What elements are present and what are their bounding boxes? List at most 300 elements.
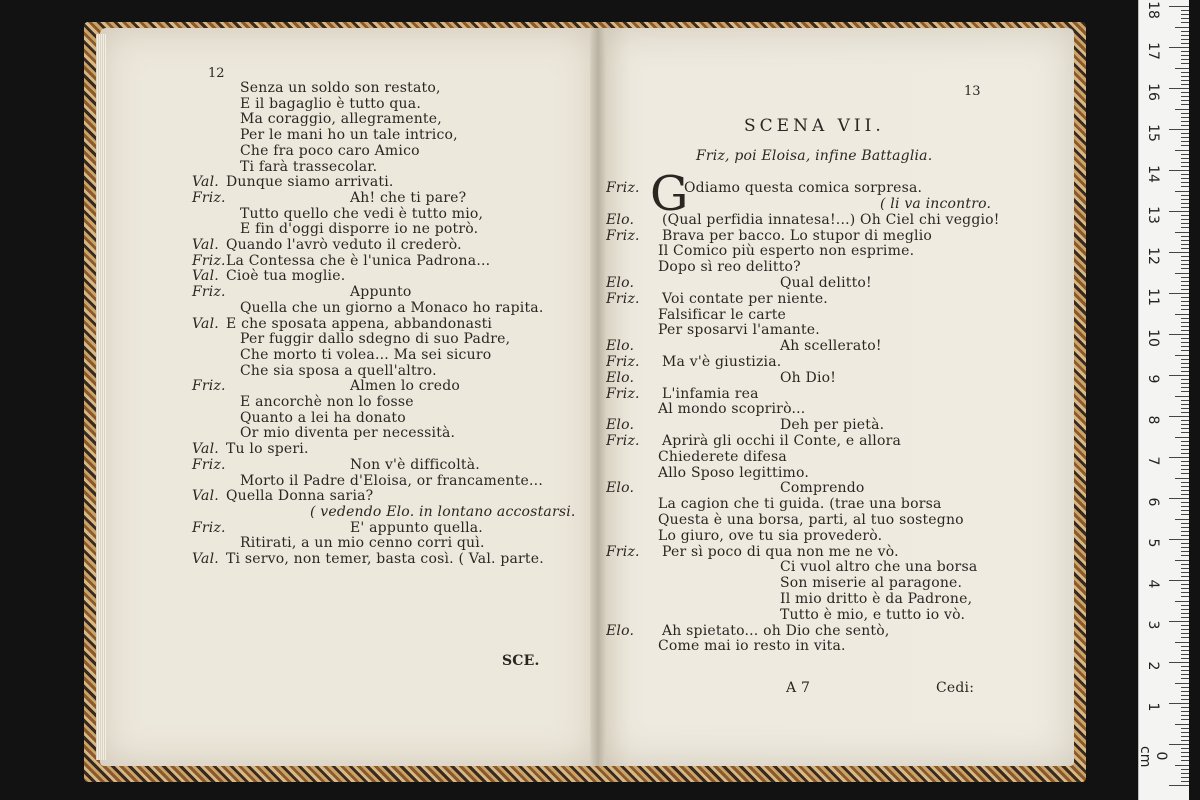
ruler-tick	[1169, 416, 1189, 417]
ruler-label: 15	[1145, 124, 1161, 142]
ruler-tick	[1181, 432, 1189, 433]
ruler-tick	[1181, 346, 1189, 347]
verse-line: Tutto quello che vedi è tutto mio,	[240, 205, 484, 222]
ruler-tick	[1169, 334, 1189, 335]
ruler-label: 7	[1145, 456, 1161, 466]
ruler-tick	[1169, 88, 1189, 89]
speaker-label: Val.	[192, 315, 219, 332]
ruler-label: 0 cm	[1137, 746, 1169, 768]
ruler-tick	[1181, 400, 1189, 401]
ruler-tick	[1181, 55, 1189, 56]
ruler-tick	[1181, 84, 1189, 85]
ruler-tick	[1181, 527, 1189, 528]
ruler-tick	[1181, 732, 1189, 733]
verse-line: Or mio diventa per necessità.	[240, 425, 456, 442]
verse-line: Che fra poco caro Amico	[240, 142, 420, 159]
ruler-label: 3	[1145, 620, 1161, 630]
ruler-tick	[1181, 72, 1189, 73]
ruler-tick	[1181, 715, 1189, 716]
ruler-tick	[1181, 658, 1189, 659]
verse-line: Brava per bacco. Lo stupor di meglio	[662, 227, 933, 244]
ruler-tick	[1181, 773, 1189, 774]
ruler-tick	[1175, 109, 1189, 110]
ruler-tick	[1181, 195, 1189, 196]
ruler-tick	[1181, 592, 1189, 593]
verse-line: Questa è una borsa, parti, al tuo sostegno	[658, 512, 964, 528]
verse-line: Per le mani ho un tale intrico,	[240, 127, 458, 144]
speaker-label: Friz.	[606, 433, 640, 449]
ruler-tick	[1175, 273, 1189, 274]
verse-line: Tutto è mio, e tutto io vò.	[780, 606, 966, 623]
speaker-label: Friz.	[192, 252, 226, 269]
page-edges	[96, 34, 106, 760]
verse-line: Al mondo scoprirò...	[658, 401, 806, 418]
ruler-tick	[1181, 752, 1189, 753]
ruler-tick	[1181, 104, 1189, 105]
ruler-tick	[1181, 547, 1189, 548]
ruler-tick	[1169, 744, 1189, 745]
ruler-tick	[1181, 367, 1189, 368]
verse-line: Quanto a lei ha donato	[240, 409, 406, 426]
verse-line: Quando l'avrò veduto il crederò.	[226, 237, 462, 253]
ruler-tick	[1181, 359, 1189, 360]
verse-line: Quella che un giorno a Monaco ho rapita.	[240, 299, 544, 316]
ruler-tick	[1175, 314, 1189, 315]
left-page-number: 12	[208, 66, 225, 81]
ruler-tick	[1181, 695, 1189, 696]
verse-line: Ah! che ti pare?	[350, 189, 467, 206]
ruler-tick	[1181, 92, 1189, 93]
ruler-tick	[1181, 453, 1189, 454]
ruler-tick	[1181, 613, 1189, 614]
verse-line: Qual delitto!	[780, 275, 872, 291]
ruler-tick	[1181, 404, 1189, 405]
speaker-label: Friz.	[192, 456, 226, 473]
ruler-tick	[1181, 654, 1189, 655]
ruler-tick	[1169, 539, 1189, 540]
ruler-tick	[1181, 318, 1189, 319]
verse-line: Lo giuro, ove tu sia provederò.	[658, 527, 883, 544]
first-line-speaker: Friz.	[606, 180, 640, 196]
ruler-tick	[1175, 191, 1189, 192]
ruler-tick	[1181, 207, 1189, 208]
speaker-label: Friz.	[606, 385, 640, 402]
ruler-tick	[1181, 535, 1189, 536]
verse-line: Che morto ti volea... Ma sei sicuro	[240, 346, 492, 363]
speaker-label: Elo.	[606, 622, 635, 639]
ruler-tick	[1181, 506, 1189, 507]
verse-line: E il bagaglio è tutto qua.	[240, 95, 421, 112]
ruler-tick	[1181, 244, 1189, 245]
ruler-tick	[1169, 498, 1189, 499]
speaker-label: Friz.	[606, 354, 640, 370]
ruler-tick	[1169, 170, 1189, 171]
ruler-tick	[1169, 457, 1189, 458]
ruler-tick	[1181, 502, 1189, 503]
ruler-tick	[1181, 141, 1189, 142]
ruler-tick	[1181, 740, 1189, 741]
ruler-tick	[1181, 691, 1189, 692]
ruler-tick	[1181, 756, 1189, 757]
scene-title: SCENA VII.	[744, 116, 885, 136]
ruler-tick	[1181, 551, 1189, 552]
ruler-tick	[1181, 637, 1189, 638]
ruler-label: 4	[1145, 579, 1161, 589]
ruler-tick	[1181, 650, 1189, 651]
ruler-tick	[1181, 182, 1189, 183]
verse-line: (Qual perfidia innatesa!...) Oh Ciel chi veggio!	[662, 211, 1000, 228]
ruler-label: 16	[1145, 83, 1161, 101]
ruler-tick	[1181, 568, 1189, 569]
ruler-tick	[1181, 363, 1189, 364]
left-catchword: SCE.	[502, 653, 540, 669]
ruler-tick	[1181, 424, 1189, 425]
verse-line: Morto il Padre d'Eloisa, or francamente...	[240, 472, 543, 489]
ruler-tick	[1169, 580, 1189, 581]
verse-line: Per fuggir dallo sdegno di suo Padre,	[240, 331, 511, 348]
verse-line: ( vedendo Elo. in lontano accostarsi.	[310, 503, 576, 520]
verse-line: Quella Donna saria?	[226, 488, 374, 505]
ruler-tick	[1181, 289, 1189, 290]
verse-line: Come mai io resto in vita.	[658, 638, 846, 655]
ruler-tick	[1181, 646, 1189, 647]
ruler-tick	[1181, 309, 1189, 310]
ruler-label: 2	[1145, 661, 1161, 671]
ruler-tick	[1181, 158, 1189, 159]
verse-line: Il Comico più esperto non esprime.	[658, 243, 915, 260]
ruler-tick	[1169, 6, 1189, 7]
ruler-tick	[1181, 625, 1189, 626]
ruler-tick	[1181, 584, 1189, 585]
verse-line: E ancorchè non lo fosse	[240, 394, 414, 410]
ruler-tick	[1181, 482, 1189, 483]
ruler-tick	[1175, 724, 1189, 725]
ruler-tick	[1181, 445, 1189, 446]
ruler-tick	[1181, 240, 1189, 241]
ruler-label: 8	[1145, 415, 1161, 425]
ruler-tick	[1181, 473, 1189, 474]
verse-line: Oh Dio!	[780, 369, 837, 386]
ruler-tick	[1181, 674, 1189, 675]
ruler-tick	[1181, 31, 1189, 32]
verse-line: La Contessa che è l'unica Padrona...	[226, 252, 491, 269]
ruler-tick	[1181, 781, 1189, 782]
ruler-tick	[1181, 215, 1189, 216]
ruler-tick	[1181, 80, 1189, 81]
ruler-tick	[1181, 748, 1189, 749]
ruler-tick	[1181, 564, 1189, 565]
left-page	[100, 28, 596, 766]
speaker-label: Elo.	[606, 369, 635, 386]
ruler-tick	[1181, 277, 1189, 278]
scene-characters: Friz, poi Eloisa, infine Battaglia.	[696, 148, 933, 164]
verse-line: Voi contate per niente.	[662, 290, 828, 307]
speaker-label: Friz.	[606, 290, 640, 307]
ruler-tick	[1181, 412, 1189, 413]
ruler-tick	[1181, 596, 1189, 597]
ruler-tick	[1181, 420, 1189, 421]
speaker-label: Elo.	[606, 480, 635, 497]
ruler-tick	[1181, 461, 1189, 462]
ruler-tick	[1181, 162, 1189, 163]
verse-line: Senza un soldo son restato,	[240, 80, 441, 96]
ruler-tick	[1175, 355, 1189, 356]
ruler-tick	[1181, 605, 1189, 606]
verse-line: Cioè tua moglie.	[226, 268, 346, 285]
ruler-tick	[1175, 560, 1189, 561]
ruler-tick	[1181, 338, 1189, 339]
ruler-tick	[1181, 760, 1189, 761]
speaker-label: Val.	[192, 441, 219, 458]
ruler-tick	[1169, 252, 1189, 253]
ruler-tick	[1169, 375, 1189, 376]
ruler-tick	[1181, 223, 1189, 224]
ruler-tick	[1181, 441, 1189, 442]
ruler-tick	[1181, 268, 1189, 269]
ruler-label: 13	[1145, 206, 1161, 224]
verse-line: Non v'è difficoltà.	[350, 456, 480, 473]
ruler-tick	[1181, 469, 1189, 470]
ruler-tick	[1181, 322, 1189, 323]
ruler-tick	[1181, 18, 1189, 19]
ruler-tick	[1181, 449, 1189, 450]
verse-line: Che sia sposa a quell'altro.	[240, 362, 437, 379]
ruler-tick	[1175, 519, 1189, 520]
ruler-tick	[1181, 510, 1189, 511]
speaker-label: Friz.	[192, 189, 226, 206]
ruler-tick	[1181, 174, 1189, 175]
ruler-tick	[1169, 211, 1189, 212]
ruler-tick	[1181, 297, 1189, 298]
ruler-tick	[1181, 285, 1189, 286]
ruler-tick	[1175, 683, 1189, 684]
ruler-tick	[1175, 478, 1189, 479]
ruler-tick	[1181, 301, 1189, 302]
ruler-tick	[1181, 408, 1189, 409]
ruler-tick	[1181, 125, 1189, 126]
ruler-tick	[1181, 100, 1189, 101]
ruler-tick	[1181, 178, 1189, 179]
ruler-tick	[1181, 666, 1189, 667]
ruler-tick	[1181, 264, 1189, 265]
ruler-tick	[1169, 785, 1189, 786]
ruler-tick	[1175, 765, 1189, 766]
verse-line: Ti servo, non temer, basta così. ( Val. parte.	[226, 551, 544, 567]
ruler-tick	[1181, 678, 1189, 679]
verse-line: Tu lo speri.	[226, 441, 309, 458]
ruler-tick	[1175, 437, 1189, 438]
ruler-tick	[1169, 47, 1189, 48]
verse-line: Aprirà gli occhi il Conte, e allora	[662, 433, 902, 449]
verse-line: Ah scellerato!	[780, 338, 882, 355]
ruler-tick	[1181, 219, 1189, 220]
ruler-tick	[1181, 699, 1189, 700]
ruler-tick	[1175, 68, 1189, 69]
verse-line: Ti farà trassecolar.	[240, 158, 378, 175]
speaker-label: Val.	[192, 237, 219, 253]
ruler-tick	[1181, 59, 1189, 60]
verse-line: Dopo sì reo delitto?	[658, 259, 801, 276]
verse-line: ( li va incontro.	[880, 196, 992, 212]
ruler-tick	[1181, 96, 1189, 97]
ruler-tick	[1181, 633, 1189, 634]
ruler-tick	[1181, 490, 1189, 491]
ruler-tick	[1175, 150, 1189, 151]
ruler-tick	[1181, 39, 1189, 40]
ruler-tick	[1181, 769, 1189, 770]
right-page-number: 13	[964, 84, 981, 99]
ruler-tick	[1181, 383, 1189, 384]
ruler-label: 5	[1145, 538, 1161, 548]
ruler-tick	[1181, 486, 1189, 487]
ruler-tick	[1175, 27, 1189, 28]
ruler-tick	[1181, 371, 1189, 372]
ruler-label: 12	[1145, 247, 1161, 265]
ruler-tick	[1181, 51, 1189, 52]
ruler-tick	[1181, 326, 1189, 327]
ruler-tick	[1181, 281, 1189, 282]
ruler-tick	[1181, 711, 1189, 712]
ruler-tick	[1181, 777, 1189, 778]
ruler-tick	[1181, 629, 1189, 630]
verse-line: Appunto	[350, 284, 412, 301]
verse-line: La cagion che ti guida. (trae una borsa	[658, 496, 942, 513]
ruler-tick	[1169, 662, 1189, 663]
ruler-tick	[1181, 670, 1189, 671]
verse-line: Falsificar le carte	[658, 306, 787, 323]
ruler-tick	[1181, 227, 1189, 228]
ruler-tick	[1181, 35, 1189, 36]
ruler-tick	[1181, 609, 1189, 610]
ruler-label: 11	[1145, 288, 1161, 306]
ruler-tick	[1181, 494, 1189, 495]
ruler-tick	[1181, 523, 1189, 524]
ruler-tick	[1181, 379, 1189, 380]
ruler-tick	[1169, 703, 1189, 704]
ruler-tick	[1181, 203, 1189, 204]
verse-line: E fin d'oggi disporre io ne potrò.	[240, 221, 479, 238]
ruler-label: 6	[1145, 497, 1161, 507]
speaker-label: Friz.	[192, 519, 226, 536]
ruler-tick	[1181, 687, 1189, 688]
speaker-label: Friz.	[606, 227, 640, 244]
book-gutter	[590, 28, 606, 766]
signature-mark: A 7	[786, 680, 811, 696]
ruler-tick	[1181, 736, 1189, 737]
ruler-tick	[1181, 113, 1189, 114]
verse-line: Almen lo credo	[350, 378, 460, 395]
verse-line: Per sì poco di qua non me ne vò.	[662, 543, 899, 560]
verse-line: Chiederete difesa	[658, 448, 787, 465]
ruler-tick	[1181, 63, 1189, 64]
ruler-tick	[1181, 572, 1189, 573]
drop-cap: G	[650, 166, 689, 222]
ruler-tick	[1181, 154, 1189, 155]
ruler-tick	[1181, 186, 1189, 187]
measuring-ruler	[1138, 0, 1189, 800]
ruler-label: 10	[1145, 329, 1161, 347]
ruler-tick	[1181, 22, 1189, 23]
verse-line: Allo Sposo legittimo.	[658, 464, 810, 481]
ruler-tick	[1181, 350, 1189, 351]
ruler-tick	[1181, 387, 1189, 388]
verse-line: L'infamia rea	[662, 385, 759, 402]
speaker-label: Elo.	[606, 211, 635, 228]
ruler-tick	[1181, 256, 1189, 257]
verse-line: Comprendo	[780, 480, 865, 497]
ruler-tick	[1175, 642, 1189, 643]
ruler-tick	[1181, 391, 1189, 392]
ruler-tick	[1181, 330, 1189, 331]
ruler-tick	[1181, 555, 1189, 556]
ruler-label: 18	[1145, 1, 1161, 19]
ruler-tick	[1181, 543, 1189, 544]
ruler-tick	[1175, 601, 1189, 602]
verse-line: Dunque siamo arrivati.	[226, 174, 394, 191]
verse-line: Per sposarvi l'amante.	[658, 322, 820, 339]
ruler-tick	[1169, 129, 1189, 130]
ruler-tick	[1181, 428, 1189, 429]
verse-line: E che sposata appena, abbandonasti	[226, 315, 493, 332]
ruler-tick	[1181, 514, 1189, 515]
speaker-label: Elo.	[606, 417, 635, 434]
ruler-tick	[1181, 342, 1189, 343]
ruler-tick	[1181, 248, 1189, 249]
speaker-label: Val.	[192, 551, 219, 567]
right-catchword: Cedi:	[936, 680, 975, 696]
verse-line: Il mio dritto è da Padrone,	[780, 591, 973, 607]
speaker-label: Val.	[192, 488, 219, 505]
speaker-label: Val.	[192, 174, 219, 191]
ruler-label: 17	[1145, 42, 1161, 60]
ruler-tick	[1181, 305, 1189, 306]
speaker-label: Elo.	[606, 338, 635, 355]
ruler-tick	[1175, 232, 1189, 233]
ruler-tick	[1181, 117, 1189, 118]
ruler-label: 1	[1145, 702, 1161, 712]
ruler-tick	[1181, 260, 1189, 261]
ruler-tick	[1175, 396, 1189, 397]
ruler-tick	[1181, 465, 1189, 466]
ruler-tick	[1181, 145, 1189, 146]
first-line-text: Odiamo questa comica sorpresa.	[684, 180, 923, 196]
verse-line: Son miserie al paragone.	[780, 575, 963, 592]
speaker-label: Friz.	[192, 378, 226, 395]
verse-line: Ma coraggio, allegramente,	[240, 111, 442, 128]
verse-line: Ritirati, a un mio cenno corri quì.	[240, 535, 485, 552]
ruler-tick	[1181, 10, 1189, 11]
ruler-tick	[1181, 166, 1189, 167]
verse-line: Ah spietato... oh Dio che sentò,	[662, 622, 890, 639]
ruler-tick	[1181, 707, 1189, 708]
ruler-tick	[1181, 76, 1189, 77]
ruler-tick	[1181, 719, 1189, 720]
speaker-label: Val.	[192, 268, 219, 285]
ruler-tick	[1181, 199, 1189, 200]
ruler-tick	[1181, 14, 1189, 15]
ruler-tick	[1169, 293, 1189, 294]
ruler-tick	[1181, 576, 1189, 577]
ruler-tick	[1181, 133, 1189, 134]
ruler-tick	[1181, 137, 1189, 138]
verse-line: Deh per pietà.	[780, 417, 885, 434]
ruler-label: 14	[1145, 165, 1161, 183]
ruler-tick	[1181, 728, 1189, 729]
right-page	[600, 28, 1074, 766]
speaker-label: Friz.	[192, 284, 226, 301]
verse-line: Ci vuol altro che una borsa	[780, 559, 978, 576]
ruler-tick	[1181, 236, 1189, 237]
